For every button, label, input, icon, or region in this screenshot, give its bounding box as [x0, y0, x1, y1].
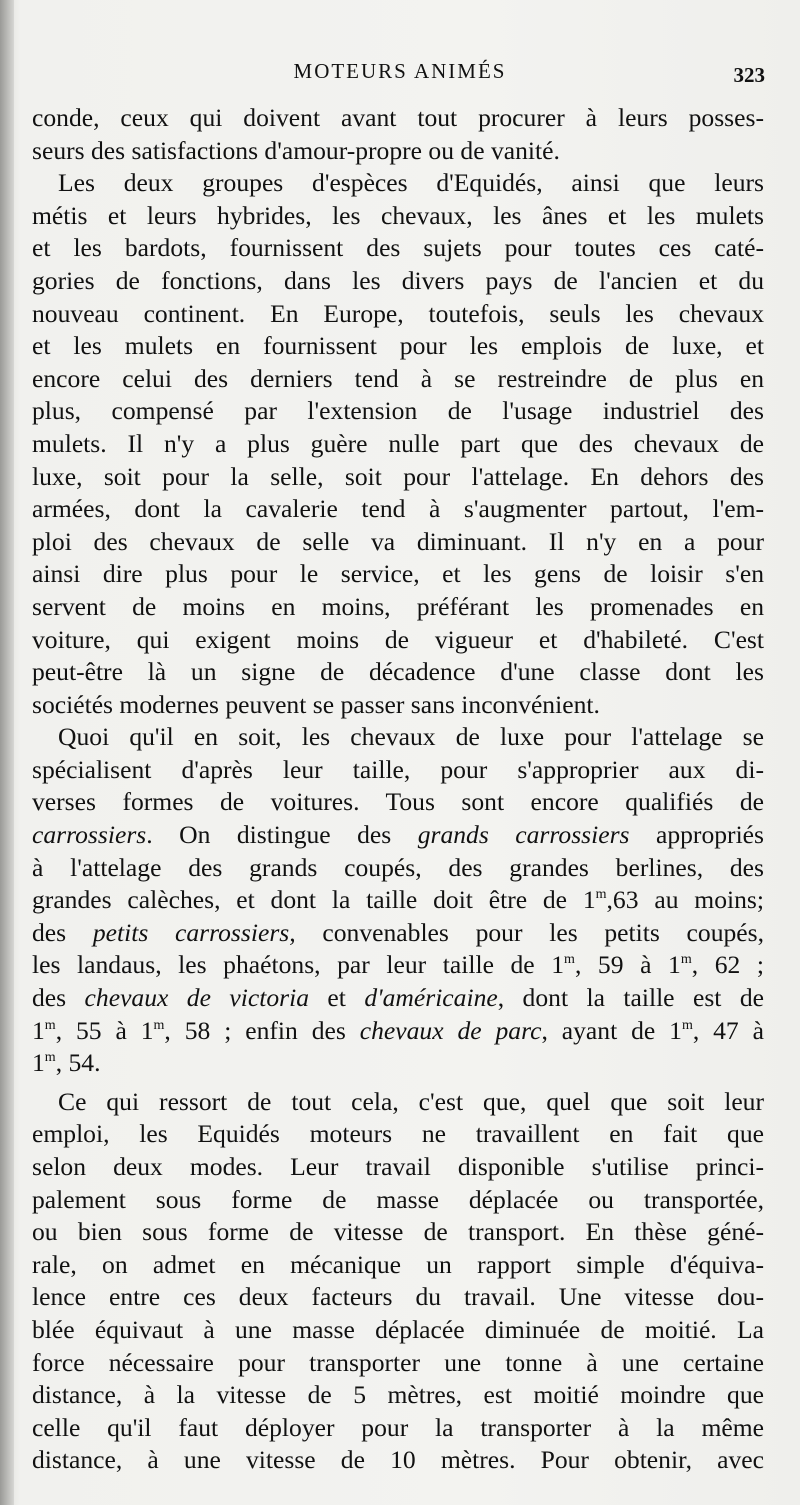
text-line: [32, 721, 764, 754]
text-line: [32, 1281, 764, 1314]
text-line: [32, 982, 764, 1015]
text-run: Quoi qu'il en soit, les chevaux de luxe pour l'attelage se: [58, 722, 764, 752]
text-run: emploi, les Equidés moteurs ne travaillent en fait que: [32, 1119, 764, 1149]
text-line: [32, 819, 764, 852]
text-run: les landaus, les phaétons, par leur taille de 1: [32, 950, 565, 980]
text-run: selon deux modes. Leur travail disponible s'utilise princi-: [32, 1152, 764, 1181]
text-run: des: [32, 983, 85, 1013]
text-run: , 58 ; enfin des: [164, 1015, 360, 1045]
text-line: [32, 102, 764, 135]
text-run: , 54.: [55, 1048, 101, 1078]
text-line: [32, 591, 764, 624]
text-run: seurs des satisfactions d'amour-propre ou de vanité.: [32, 135, 560, 165]
page-binding-edge: [0, 0, 14, 1505]
text-line: [32, 1314, 764, 1347]
text-line: [32, 493, 764, 526]
text-run: palement sous forme de masse déplacée ou transportée,: [32, 1184, 764, 1214]
text-run: et les bardots, fournissent des sujets pour toutes ces caté-: [32, 233, 764, 263]
text-run: servent de moins en moins, préférant les promenades en: [32, 591, 764, 621]
text-run: lence entre ces deux facteurs du travail. Une vitesse dou-: [32, 1282, 764, 1312]
text-run: ploi des chevaux de selle va diminuant. Il n'y en a pour: [32, 526, 764, 556]
text-run: blée équivaut à une masse déplacée diminuée de moitié. La: [32, 1314, 764, 1344]
text-line: [32, 1347, 764, 1380]
text-run: ainsi dire plus pour le service, et les gens de loisir s'en: [32, 559, 764, 589]
superscript-unit: m: [680, 952, 692, 968]
italic-run: d'américaine: [364, 983, 498, 1013]
text-run: convenables pour les petits coupés,: [295, 917, 765, 947]
text-run: ,63 au moins;: [606, 885, 764, 915]
text-run: luxe, soit pour la selle, soit pour l'attelage. En dehors des: [32, 461, 764, 491]
text-line: [32, 1047, 764, 1080]
text-line: [32, 526, 764, 559]
text-line: [32, 1249, 764, 1282]
text-line: [32, 689, 764, 722]
text-line: [32, 558, 764, 591]
text-line: [32, 428, 764, 461]
text-run: distance, à une vitesse de 10 mètres. Pour obtenir, avec: [32, 1445, 764, 1475]
text-run: mulets. Il n'y a plus guère nulle part que des chevaux de: [32, 428, 764, 458]
text-run: 1: [32, 1015, 45, 1045]
italic-run: chevaux de victoria: [84, 983, 309, 1013]
text-line: [32, 1412, 764, 1445]
text-line: [32, 461, 764, 494]
text-run: force nécessaire pour transporter une tonne à une certaine: [32, 1347, 764, 1377]
text-run: ou bien sous forme de vitesse de transport. En thèse géné-: [32, 1217, 764, 1247]
text-line: [32, 852, 764, 885]
text-run: , 59 à 1: [574, 950, 681, 980]
text-run: appropriés: [629, 820, 764, 850]
text-line: [32, 1086, 764, 1119]
text-run: , 55 à 1: [55, 1015, 154, 1045]
text-run: armées, dont la cavalerie tend à s'augmenter partout, l'em-: [32, 494, 764, 524]
text-line: [32, 1379, 764, 1412]
text-line: [32, 232, 764, 265]
text-run: et les mulets en fournissent pour les emplois de luxe, et: [32, 331, 764, 361]
text-line: [32, 1444, 764, 1477]
superscript-unit: m: [681, 1017, 693, 1033]
text-run: . On distingue des: [146, 820, 418, 850]
text-line: [32, 330, 764, 363]
text-line: [32, 363, 764, 396]
text-line: [32, 265, 764, 298]
text-line: [32, 754, 764, 787]
italic-run: grands carrossiers: [417, 820, 630, 850]
text-run: plus, compensé par l'extension de l'usage industriel des: [32, 396, 764, 426]
text-line: [32, 395, 764, 428]
text-run: spécialisent d'après leur taille, pour s'approprier aux di-: [32, 754, 764, 784]
text-line: [32, 135, 764, 168]
superscript-unit: m: [595, 887, 607, 903]
superscript-unit: m: [564, 952, 575, 968]
text-run: grandes calèches, et dont la taille doit être de 1: [32, 885, 596, 915]
text-run: gories de fonctions, dans les divers pays de l'ancien et du: [32, 265, 764, 295]
text-line: [32, 1184, 764, 1217]
text-line: [32, 917, 764, 950]
text-run: et: [309, 983, 365, 1013]
running-title: MOTEURS ANIMÉS: [293, 59, 507, 83]
text-line: [32, 786, 764, 819]
text-line: [32, 298, 764, 331]
italic-run: carrossiers: [32, 820, 147, 850]
text-run: , 62 ;: [691, 950, 764, 980]
text-run: , dont la taille est de: [497, 983, 764, 1013]
text-run: Ce qui ressort de tout cela, c'est que, quel que soit leur: [58, 1086, 764, 1116]
text-run: Les deux groupes d'espèces d'Equidés, ainsi que leurs: [58, 168, 764, 198]
superscript-unit: m: [44, 1050, 56, 1066]
text-run: celle qu'il faut déployer pour la transporter à la même: [32, 1412, 764, 1442]
text-run: , ayant de 1: [541, 1015, 682, 1045]
text-run: 1: [32, 1048, 45, 1078]
italic-run: petits carrossiers,: [92, 917, 296, 947]
text-run: peut-être là un signe de décadence d'une classe dont les: [32, 657, 764, 687]
text-line: [32, 1216, 764, 1249]
text-run: sociétés modernes peuvent se passer sans inconvénient.: [32, 689, 600, 719]
text-run: nouveau continent. En Europe, toutefois, seuls les chevaux: [32, 298, 764, 328]
text-run: encore celui des derniers tend à se restreindre de plus en: [32, 363, 764, 393]
text-run: métis et leurs hybrides, les chevaux, les ânes et les mulets: [32, 200, 764, 230]
text-line: [32, 1015, 764, 1048]
text-line: [32, 1118, 764, 1151]
text-run: conde, ceux qui doivent avant tout procurer à leurs posses-: [32, 103, 764, 132]
text-line: [32, 167, 764, 200]
text-line: [32, 1151, 764, 1184]
text-line: [32, 200, 764, 233]
text-run: à l'attelage des grands coupés, des grandes berlines, des: [32, 852, 764, 882]
text-run: voiture, qui exigent moins de vigueur et d'habileté. C'est: [32, 624, 764, 654]
text-line: [32, 624, 764, 657]
text-run: verses formes de voitures. Tous sont encore qualifiés de: [32, 787, 764, 817]
page-number: 323: [733, 63, 765, 87]
text-run: rale, on admet en mécanique un rapport simple d'équiva-: [32, 1249, 764, 1279]
text-run: des: [32, 917, 93, 947]
superscript-unit: m: [153, 1017, 165, 1033]
page-header: [30, 55, 770, 95]
text-line: [32, 656, 764, 689]
body-text: [32, 102, 764, 1477]
text-run: distance, à la vitesse de 5 mètres, est moitié moindre que: [32, 1380, 764, 1410]
text-line: [32, 884, 764, 917]
italic-run: chevaux de parc: [359, 1015, 542, 1045]
text-run: , 47 à: [692, 1015, 764, 1045]
text-line: [32, 949, 764, 982]
superscript-unit: m: [44, 1017, 56, 1033]
